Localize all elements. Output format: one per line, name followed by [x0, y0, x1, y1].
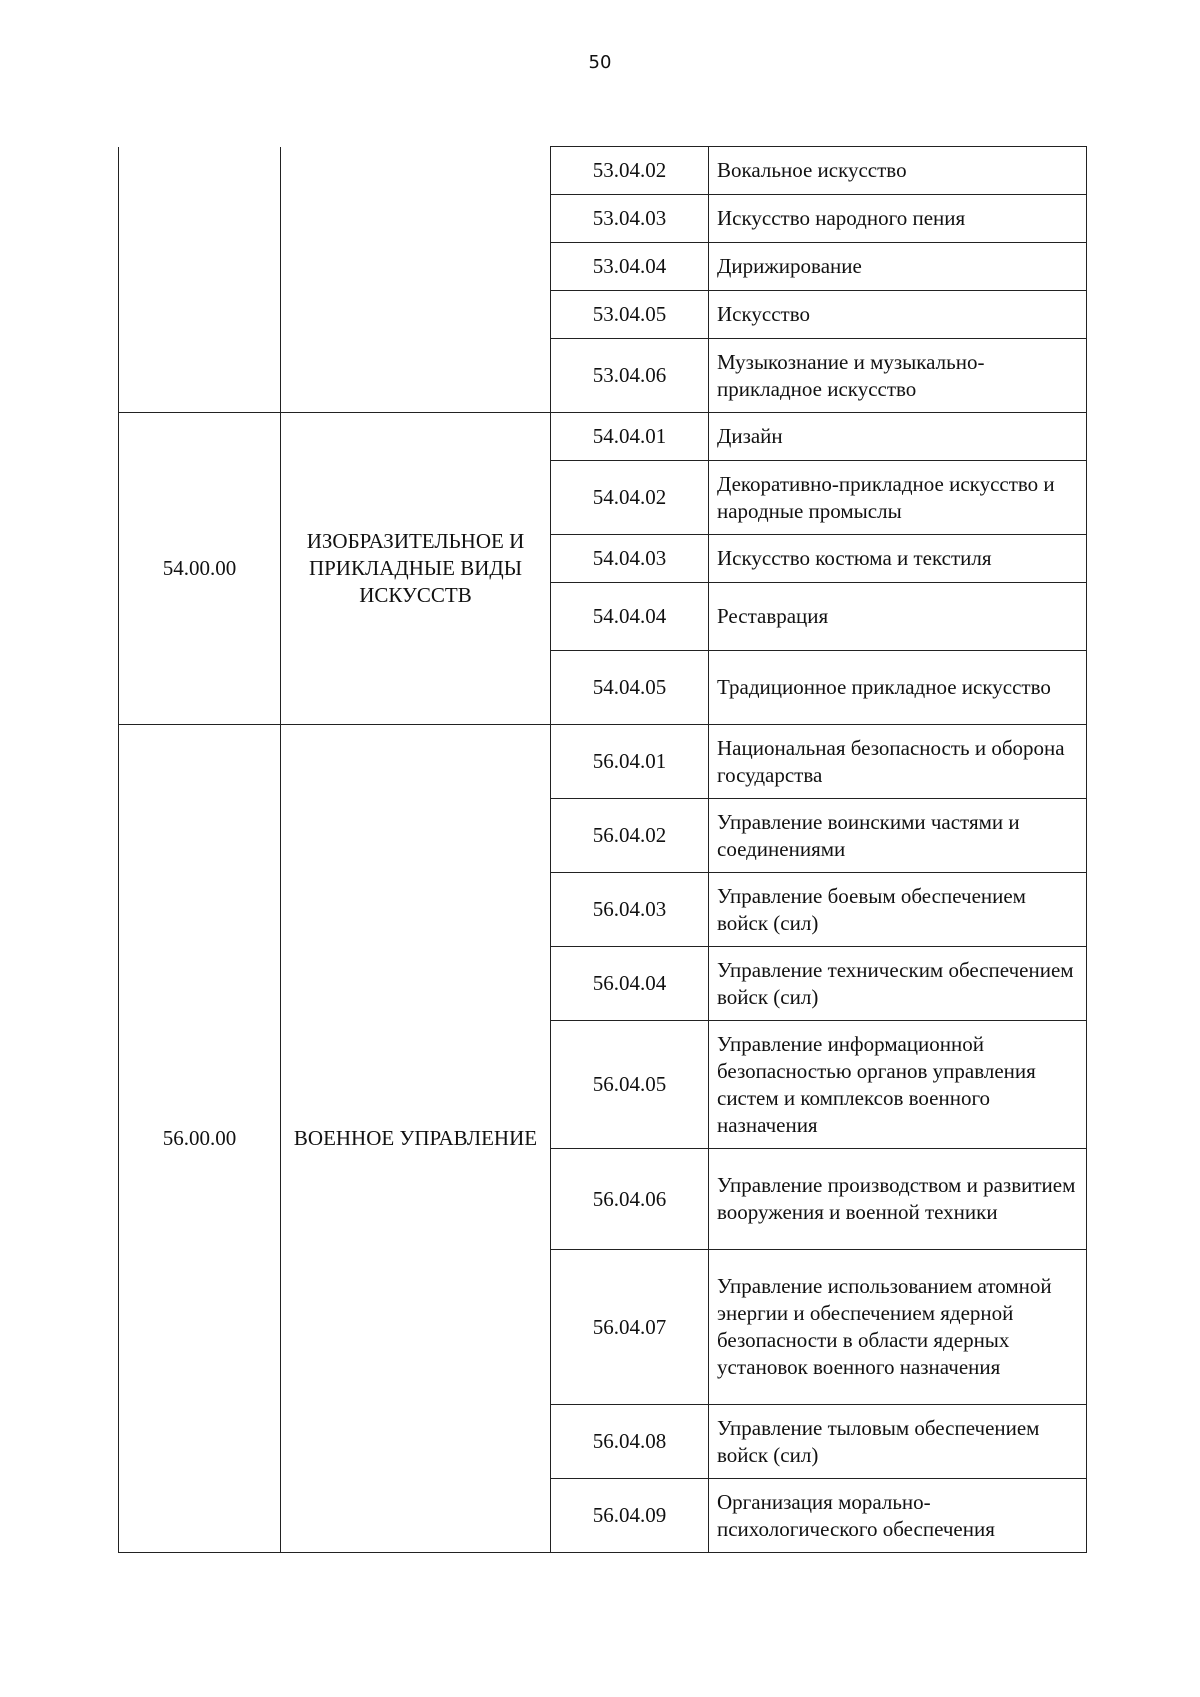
specialty-code: 54.04.03: [551, 535, 709, 583]
specialty-code: 54.04.02: [551, 461, 709, 535]
specialty-name: Дирижирование: [709, 243, 1087, 291]
specialty-name: Управление тыловым обеспечением войск (сил): [709, 1405, 1087, 1479]
specialty-code: 56.04.08: [551, 1405, 709, 1479]
specialty-code: 53.04.02: [551, 147, 709, 195]
specialty-code: 56.04.09: [551, 1479, 709, 1553]
specialty-code: 56.04.07: [551, 1250, 709, 1405]
specialty-name: Декоративно-прикладное искусство и народные промыслы: [709, 461, 1087, 535]
specialty-code: 56.04.05: [551, 1021, 709, 1149]
specialty-code: 53.04.06: [551, 339, 709, 413]
table-row: [119, 413, 1087, 461]
specialty-name: Музыкознание и музыкально-прикладное искусство: [709, 339, 1087, 413]
specialty-name: Дизайн: [709, 413, 1087, 461]
table-row: [119, 725, 1087, 799]
table-row: [119, 147, 1087, 195]
specialty-name: Искусство народного пения: [709, 195, 1087, 243]
specialty-code: 56.04.01: [551, 725, 709, 799]
specialty-code: 54.04.05: [551, 651, 709, 725]
specialty-name: Традиционное прикладное искусство: [709, 651, 1087, 725]
group-name: ИЗОБРАЗИТЕЛЬНОЕ И ПРИКЛАДНЫЕ ВИДЫ ИСКУССТВ: [281, 413, 551, 725]
group-code: 56.00.00: [119, 725, 281, 1553]
specialty-name: Управление производством и развитием вооружения и военной техники: [709, 1149, 1087, 1250]
table-body: [119, 147, 1087, 1553]
specialty-name: Управление информационной безопасностью органов управления систем и комплексов военного назначения: [709, 1021, 1087, 1149]
specialty-code: 53.04.04: [551, 243, 709, 291]
specialty-name: Искусство костюма и текстиля: [709, 535, 1087, 583]
specialty-name: Управление боевым обеспечением войск (сил): [709, 873, 1087, 947]
specialty-code: 56.04.04: [551, 947, 709, 1021]
specialty-code: 54.04.01: [551, 413, 709, 461]
specialty-code: 56.04.02: [551, 799, 709, 873]
page-number: 50: [588, 52, 612, 73]
specialty-name: Управление использованием атомной энергии и обеспечением ядерной безопасности в области ядерных установок военного назначения: [709, 1250, 1087, 1405]
continued-group-code-cell: [119, 147, 281, 413]
specialties-table: [118, 146, 1087, 1553]
specialty-code: 53.04.03: [551, 195, 709, 243]
specialty-name: Искусство: [709, 291, 1087, 339]
specialty-name: Управление воинскими частями и соединениями: [709, 799, 1087, 873]
specialty-name: Вокальное искусство: [709, 147, 1087, 195]
specialty-code: 56.04.06: [551, 1149, 709, 1250]
group-name: ВОЕННОЕ УПРАВЛЕНИЕ: [281, 725, 551, 1553]
group-code: 54.00.00: [119, 413, 281, 725]
continued-group-name-cell: [281, 147, 551, 413]
specialty-code: 54.04.04: [551, 583, 709, 651]
specialty-code: 56.04.03: [551, 873, 709, 947]
specialty-name: Реставрация: [709, 583, 1087, 651]
specialty-name: Национальная безопасность и оборона государства: [709, 725, 1087, 799]
specialty-code: 53.04.05: [551, 291, 709, 339]
specialty-name: Управление техническим обеспечением войск (сил): [709, 947, 1087, 1021]
specialty-name: Организация морально-психологического обеспечения: [709, 1479, 1087, 1553]
